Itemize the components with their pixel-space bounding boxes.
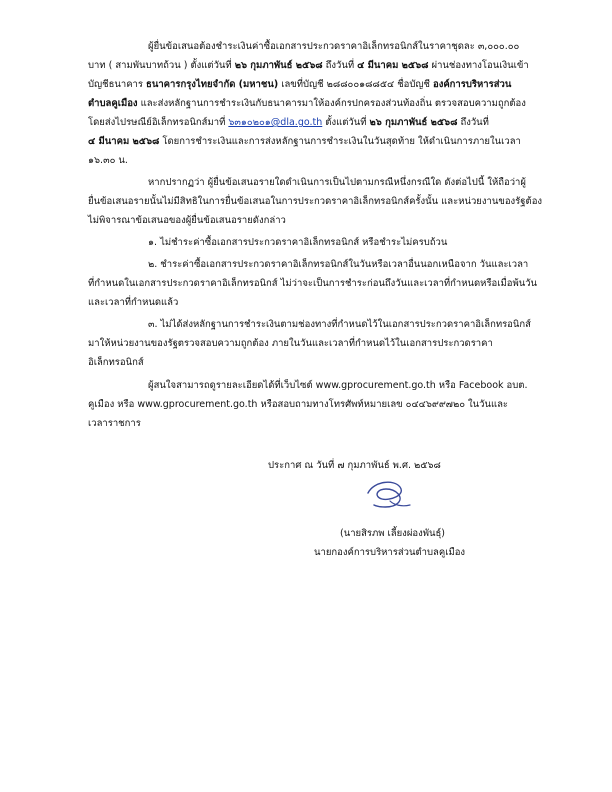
p3-line-3: เวลาราชการ: [88, 418, 141, 429]
announce-date: ประกาศ ณ วันที่ ๗ กุมภาพันธ์ พ.ศ. ๒๕๖๘: [268, 460, 441, 471]
account-name-cont: ตำบลคูเมือง: [88, 98, 138, 109]
p1-text: โดยส่งไปรษณีย์อิเล็กทรอนิกส์มาที่: [88, 117, 226, 128]
p1-line-4: [88, 98, 526, 110]
p1-text: ผ่านช่องทางโอนเงินเข้า: [431, 60, 529, 71]
p2-line-1: หากปรากฏว่า ผู้ยื่นข้อเสนอรายใดดำเนินการเป็นไปตามกรณีหนึ่งกรณีใด ดังต่อไปนี้ ให้ถือว่าผู้: [148, 177, 526, 188]
bank-name: ธนาคารกรุงไทยจำกัด (มหาชน): [146, 79, 279, 90]
p1-text: บาท ( สามพันบาทถ้วน ) ตั้งแต่วันที่: [88, 60, 232, 71]
p1-text: และส่งหลักฐานการชำระเงินกับธนาคารมาให้องค์กรปกครองส่วนท้องถิ่น ตรวจสอบความถูกต้อง: [140, 98, 526, 109]
p1-line-5: [88, 117, 489, 129]
signer-name: (นายสิรภพ เลี้ยงผ่องพันธุ์): [340, 528, 445, 539]
item-2-line-2: ที่กำหนดในเอกสารประกวดราคาอิเล็กทรอนิกส์ ไม่ว่าจะเป็นการชำระก่อนถึงวันและเวลาที่กำหนดหรือเมื่อพ้นวัน: [88, 278, 538, 289]
end-date: ๔ มีนาคม ๒๕๖๘: [88, 136, 160, 147]
p2-line-2: ยื่นข้อเสนอรายนั้นไม่มีสิทธิในการยื่นข้อเสนอในการประกวดราคาอิเล็กทรอนิกส์ครั้งนั้น และหน่วยงานของรัฐต้อง: [88, 196, 543, 207]
p2-line-3: ไม่พิจารณาข้อเสนอของผู้ยื่นข้อเสนอรายดังกล่าว: [88, 215, 286, 226]
item-3-line-3: อิเล็กทรอนิกส์: [88, 357, 144, 368]
p1-line-7: ๑๖.๓๐ น.: [88, 155, 128, 166]
p1-text: ถึงวันที่: [325, 60, 355, 71]
p1-line-2: [88, 60, 529, 72]
item-1: ๑. ไม่ชำระค่าซื้อเอกสารประกวดราคาอิเล็กทรอนิกส์ หรือชำระไม่ครบถ้วน: [148, 237, 448, 248]
p1-text: โดยการชำระเงินและการส่งหลักฐานการชำระเงินในวันสุดท้าย ให้ดำเนินการภายในเวลา: [162, 136, 521, 147]
end-date: ๔ มีนาคม ๒๕๖๘: [357, 60, 429, 71]
start-date: ๒๖ กุมภาพันธ์ ๒๕๖๘: [234, 60, 323, 71]
p1-line-3: [88, 79, 511, 91]
p3-line-2: คูเมือง หรือ www.gprocurement.go.th หรือสอบถามทางโทรศัพท์หมายเลข ๐๔๔๖๙๙๗๒๐ ในวันและ: [88, 399, 509, 410]
signature-image: [360, 475, 416, 515]
p1-text: เลขที่บัญชี ๒๘๘๐๐๑๘๘๕๔ ชื่อบัญชี: [281, 79, 430, 90]
item-3-line-1: ๓. ไม่ได้ส่งหลักฐานการชำระเงินตามช่องทางที่กำหนดไว้ในเอกสารประกวดราคาอิเล็กทรอนิกส์: [148, 319, 531, 330]
p1-text: ถึงวันที่: [460, 117, 489, 128]
signer-position: นายกองค์การบริหารส่วนตำบลคูเมือง: [314, 547, 466, 558]
p1-line-1: ผู้ยื่นข้อเสนอต้องชำระเงินค่าซื้อเอกสารประกวดราคาอิเล็กทรอนิกส์ในราคาชุดละ ๓,๐๐๐.๐๐: [148, 41, 520, 52]
p3-line-1: ผู้สนใจสามารถดูรายละเอียดได้ที่เว็บไซต์ www.gprocurement.go.th หรือ Facebook อบต.: [148, 380, 528, 391]
item-3-line-2: มาให้หน่วยงานของรัฐตรวจสอบความถูกต้อง ภายในวันและเวลาที่กำหนดไว้ในเอกสารประกวดราคา: [88, 338, 493, 349]
p1-text: ตั้งแต่วันที่: [325, 117, 367, 128]
account-name: องค์การบริหารส่วน: [432, 79, 512, 90]
p1-line-6: [88, 136, 521, 148]
item-2-line-1: ๒. ชำระค่าซื้อเอกสารประกวดราคาอิเล็กทรอนิกส์ในวันหรือเวลาอื่นนอกเหนือจาก วันและเวลา: [148, 259, 529, 270]
item-2-line-3: และเวลาที่กำหนดแล้ว: [88, 297, 179, 308]
start-date: ๒๖ กุมภาพันธ์ ๒๕๖๘: [369, 117, 458, 128]
email-link[interactable]: ๖๓๑๐๒๐๑@dla.go.th: [228, 117, 323, 128]
p1-text: บัญชีธนาคาร: [88, 79, 143, 90]
